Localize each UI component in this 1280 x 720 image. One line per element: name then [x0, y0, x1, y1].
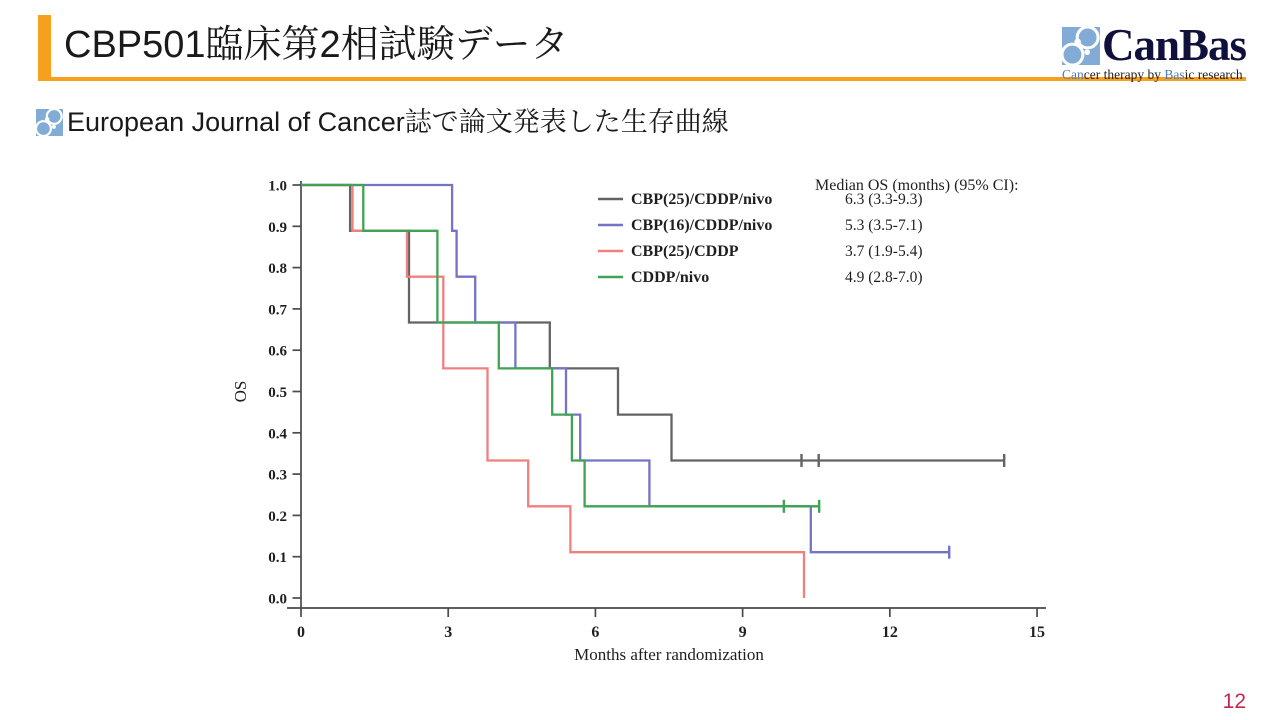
subtitle: European Journal of Cancer誌で論文発表した生存曲線 — [67, 107, 729, 137]
svg-text:CBP(25)/CDDP/nivo: CBP(25)/CDDP/nivo — [631, 191, 773, 208]
svg-text:CDDP/nivo: CDDP/nivo — [631, 269, 710, 286]
svg-text:3.7 (1.9-5.4): 3.7 (1.9-5.4) — [845, 243, 923, 260]
svg-text:15: 15 — [1029, 624, 1046, 641]
svg-text:0.5: 0.5 — [268, 385, 287, 401]
svg-text:0.6: 0.6 — [268, 343, 287, 360]
svg-text:0.1: 0.1 — [268, 550, 287, 567]
survival-chart — [230, 158, 1080, 678]
svg-text:12: 12 — [881, 624, 898, 641]
canbas-logo-tagline: Cancer therapy by Basic research — [1062, 67, 1243, 82]
svg-text:0: 0 — [297, 624, 305, 641]
svg-text:CBP(25)/CDDP: CBP(25)/CDDP — [631, 243, 739, 260]
title-accent-bar — [38, 15, 51, 78]
svg-text:OS: OS — [231, 380, 250, 403]
svg-text:3: 3 — [444, 624, 453, 641]
svg-text:4.9 (2.8-7.0): 4.9 (2.8-7.0) — [845, 269, 923, 286]
canbas-logo-mark-icon — [1062, 27, 1100, 65]
svg-text:0.8: 0.8 — [268, 261, 287, 278]
km-chart-svg — [230, 158, 1080, 678]
svg-text:Median OS (months) (95% CI):: Median OS (months) (95% CI): — [815, 177, 1019, 194]
svg-text:0.0: 0.0 — [268, 591, 287, 608]
svg-text:CBP(16)/CDDP/nivo: CBP(16)/CDDP/nivo — [631, 217, 773, 234]
slide-title: CBP501臨床第2相試験データ — [64, 24, 569, 66]
canbas-logo-text: CanBas — [1102, 20, 1247, 70]
svg-text:9: 9 — [738, 624, 747, 641]
subtitle-row — [36, 104, 729, 141]
svg-text:Months after randomization: Months after randomization — [574, 645, 764, 664]
svg-text:1.0: 1.0 — [268, 178, 287, 195]
svg-text:0.4: 0.4 — [268, 426, 287, 443]
canbas-logo — [1062, 20, 1258, 82]
svg-text:0.2: 0.2 — [268, 508, 287, 525]
svg-text:5.3 (3.5-7.1): 5.3 (3.5-7.1) — [845, 217, 923, 234]
svg-text:0.7: 0.7 — [268, 302, 287, 319]
svg-text:0.9: 0.9 — [268, 219, 287, 236]
svg-text:6.3 (3.3-9.3): 6.3 (3.3-9.3) — [845, 191, 923, 208]
svg-text:0.3: 0.3 — [268, 467, 287, 484]
page-number: 12 — [1222, 690, 1246, 713]
svg-text:6: 6 — [591, 624, 600, 641]
bullet-logo-icon — [36, 109, 63, 136]
